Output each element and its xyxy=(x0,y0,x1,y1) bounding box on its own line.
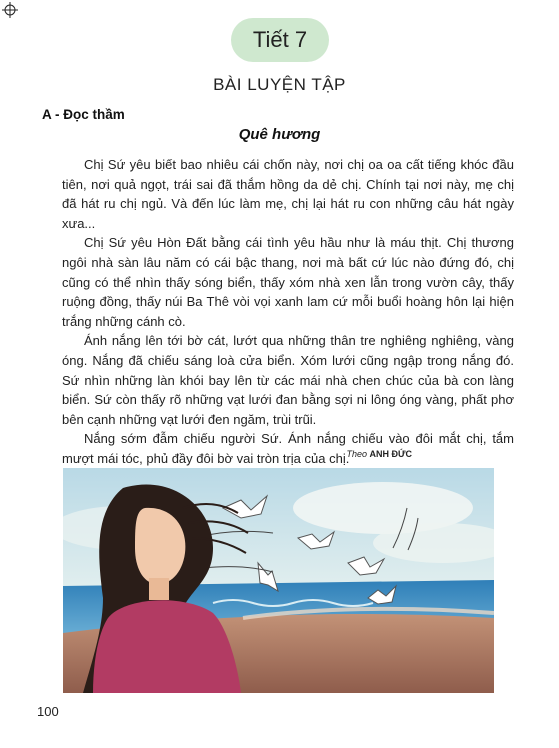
woman-neck xyxy=(149,578,169,600)
story-title: Quê hương xyxy=(238,126,321,143)
story-paragraph: Ánh nắng lên tới bờ cát, lướt qua những thân tre nghiêng nghiêng, vàng óng. Nắng đã chiếu sáng loà cửa biển. Xóm lưới cũng ngập trong nắng đó. Sứ nhìn những làn khói bay lên từ các mái nhà chen chúc của bà con làng biển. Sứ còn thấy rõ những vạt lưới đan bằng sợi ni lông óng vàng, phất phơ bên cạnh những vạt lưới đen ngăm, trùi trũi. xyxy=(62,333,514,427)
lesson-title: BÀI LUYỆN TẬP xyxy=(213,75,346,94)
story-paragraph: Chị Sứ yêu Hòn Đất bằng cái tình yêu hầu như là máu thịt. Chị thương ngôi nhà sàn lâu năm có cái bậc thang, nơi mà bất cứ lúc nào đứng đó, chị cũng có thể nhìn thấy sóng biển, thấy xóm nhà xen lẫn trong vườn cây, thấy ruộng đồng, thấy núi Ba Thê vòi vọi xanh lam cứ mỗi buổi hoàng hôn lại hiện trắng những cánh cò. xyxy=(62,235,514,329)
story-paragraph: Nắng sớm đẫm chiếu người Sứ. Ánh nắng chiếu vào đôi mắt chị, tắm mượt mái tóc, phủ đầy đôi bờ vai tròn trịa của chị. xyxy=(62,431,514,466)
section-label: A - Đọc thầm xyxy=(42,107,125,122)
story-paragraph: Chị Sứ yêu biết bao nhiêu cái chốn này, nơi chị oa oa cất tiếng khóc đầu tiên, nơi quả ngọt, trái sai đã thắm hồng da dẻ chị. Chính tại nơi này, mẹ chị đã hát ru chị ngủ. Và đến lúc làm mẹ, chị lại hát ru con những câu hát ngày xưa... xyxy=(62,157,514,231)
registration-mark-icon xyxy=(2,2,18,18)
seashore-illustration xyxy=(63,468,494,693)
source-credit xyxy=(0,449,412,459)
story-text xyxy=(62,155,514,469)
story-illustration xyxy=(63,468,494,693)
lesson-label xyxy=(231,18,329,62)
lesson-label-text: Tiết 7 xyxy=(252,27,308,52)
source-prefix: Theo xyxy=(346,449,368,459)
source-author: ANH ĐỨC xyxy=(369,449,412,459)
page-number: 100 xyxy=(37,704,59,719)
